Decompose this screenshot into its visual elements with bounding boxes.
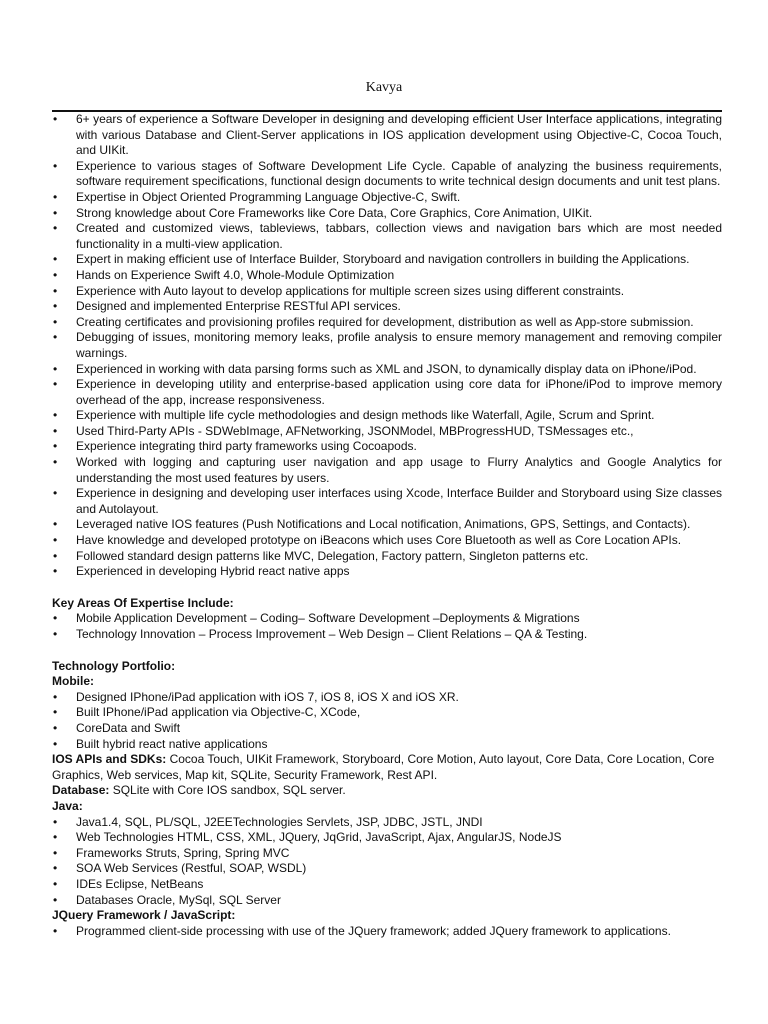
- list-item: • Leveraged native IOS features (Push Notifications and Local notification, Animations, GPS, Settings, and Contacts).: [52, 517, 722, 533]
- list-item: • Experience with multiple life cycle methodologies and design methods like Waterfall, Agile, Scrum and Sprint.: [52, 408, 722, 424]
- list-item: • Debugging of issues, monitoring memory leaks, profile analysis to ensure memory management and removing compiler warnings.: [52, 330, 722, 361]
- java-label: Java:: [52, 798, 83, 813]
- expertise-heading: Key Areas Of Expertise Include:: [52, 595, 234, 610]
- jquery-list: [52, 924, 722, 940]
- list-item: • CoreData and Swift: [52, 721, 722, 737]
- list-item: • Created and customized views, tableviews, tabbars, collection views and navigation bars which are most needed functionality in a multi-view application.: [52, 221, 722, 252]
- ios-apis-label: IOS APIs and SDKs:: [52, 752, 167, 767]
- database-label: Database:: [52, 783, 110, 798]
- list-item: • Have knowledge and developed prototype on iBeacons which uses Core Bluetooth as well as Core Location APIs.: [52, 533, 722, 549]
- list-item: • Experience in designing and developing user interfaces using Xcode, Interface Builder and Storyboard using Size classes and Autolayout.: [52, 486, 722, 517]
- list-item: • Followed standard design patterns like MVC, Delegation, Factory pattern, Singleton patterns etc.: [52, 549, 722, 565]
- summary-list: [52, 112, 722, 580]
- list-item: • Mobile Application Development – Coding– Software Development –Deployments & Migrations: [52, 611, 722, 627]
- list-item: • Web Technologies HTML, CSS, XML, JQuery, JqGrid, JavaScript, Ajax, AngularJS, NodeJS: [52, 830, 722, 846]
- resume-body: [52, 112, 722, 939]
- list-item: • Java1.4, SQL, PL/SQL, J2EETechnologies Servlets, JSP, JDBC, JSTL, JNDI: [52, 815, 722, 831]
- portfolio-heading: Technology Portfolio:: [52, 658, 176, 673]
- list-item: • Experience to various stages of Software Development Life Cycle. Capable of analyzing the business requirements, software requirement specifications, functional design documents to write technical design documents and unit test plans.: [52, 159, 722, 190]
- list-item: • Designed IPhone/iPad application with iOS 7, iOS 8, iOS X and iOS XR.: [52, 690, 722, 706]
- list-item: • Experience integrating third party frameworks using Cocoapods.: [52, 439, 722, 455]
- mobile-list: [52, 690, 722, 752]
- list-item: • Experience with Auto layout to develop applications for multiple screen sizes using different constraints.: [52, 284, 722, 300]
- jquery-label: JQuery Framework / JavaScript:: [52, 908, 236, 923]
- list-item: • Databases Oracle, MySql, SQL Server: [52, 893, 722, 909]
- list-item: • SOA Web Services (Restful, SOAP, WSDL): [52, 861, 722, 877]
- list-item: • Designed and implemented Enterprise RESTful API services.: [52, 299, 722, 315]
- java-list: [52, 815, 722, 909]
- list-item: • 6+ years of experience a Software Developer in designing and developing efficient User Interface applications, integrating with various Database and Client-Server applications in IOS application development using Objective-C, Cocoa Touch, and UIKit.: [52, 112, 722, 159]
- mobile-label: Mobile:: [52, 674, 94, 689]
- list-item: • IDEs Eclipse, NetBeans: [52, 877, 722, 893]
- list-item: • Expertise in Object Oriented Programming Language Objective-C, Swift.: [52, 190, 722, 206]
- ios-apis-text: Cocoa Touch, UIKit Framework, Storyboard, Core Motion, Auto layout, Core Data, Core Location, Core Graphics, Web services, Map kit, SQLite, Security Framework, Rest API.: [52, 752, 715, 782]
- database-row: [52, 783, 722, 799]
- list-item: • Programmed client-side processing with use of the JQuery framework; added JQuery framework to applications.: [52, 924, 722, 940]
- list-item: • Hands on Experience Swift 4.0, Whole-Module Optimization: [52, 268, 722, 284]
- list-item: • Expert in making efficient use of Interface Builder, Storyboard and navigation controllers in building the Applications.: [52, 252, 722, 268]
- spacer: [52, 643, 722, 659]
- list-item: • Strong knowledge about Core Frameworks like Core Data, Core Graphics, Core Animation, UIKit.: [52, 206, 722, 222]
- list-item: • Worked with logging and capturing user navigation and app usage to Flurry Analytics and Google Analytics for understanding the most used features by users.: [52, 455, 722, 486]
- spacer: [52, 580, 722, 596]
- list-item: • Technology Innovation – Process Improvement – Web Design – Client Relations – QA & Testing.: [52, 627, 722, 643]
- candidate-name: Kavya: [365, 80, 403, 95]
- list-item: • Creating certificates and provisioning profiles required for development, distribution as well as App-store submission.: [52, 315, 722, 331]
- list-item: • Used Third-Party APIs - SDWebImage, AFNetworking, JSONModel, MBProgressHUD, TSMessages etc.,: [52, 424, 722, 440]
- ios-apis-row: [52, 752, 722, 783]
- database-text: SQLite with Core IOS sandbox, SQL server.: [109, 783, 346, 798]
- list-item: • Experienced in developing Hybrid react native apps: [52, 564, 722, 580]
- list-item: • Built hybrid react native applications: [52, 737, 722, 753]
- list-item: • Frameworks Struts, Spring, Spring MVC: [52, 846, 722, 862]
- list-item: • Experience in developing utility and enterprise-based application using core data for iPhone/iPod to improve memory overhead of the app, increase responsiveness.: [52, 377, 722, 408]
- list-item: • Built IPhone/iPad application via Objective-C, XCode,: [52, 705, 722, 721]
- expertise-list: [52, 611, 722, 642]
- list-item: • Experienced in working with data parsing forms such as XML and JSON, to dynamically display data on iPhone/iPod.: [52, 362, 722, 378]
